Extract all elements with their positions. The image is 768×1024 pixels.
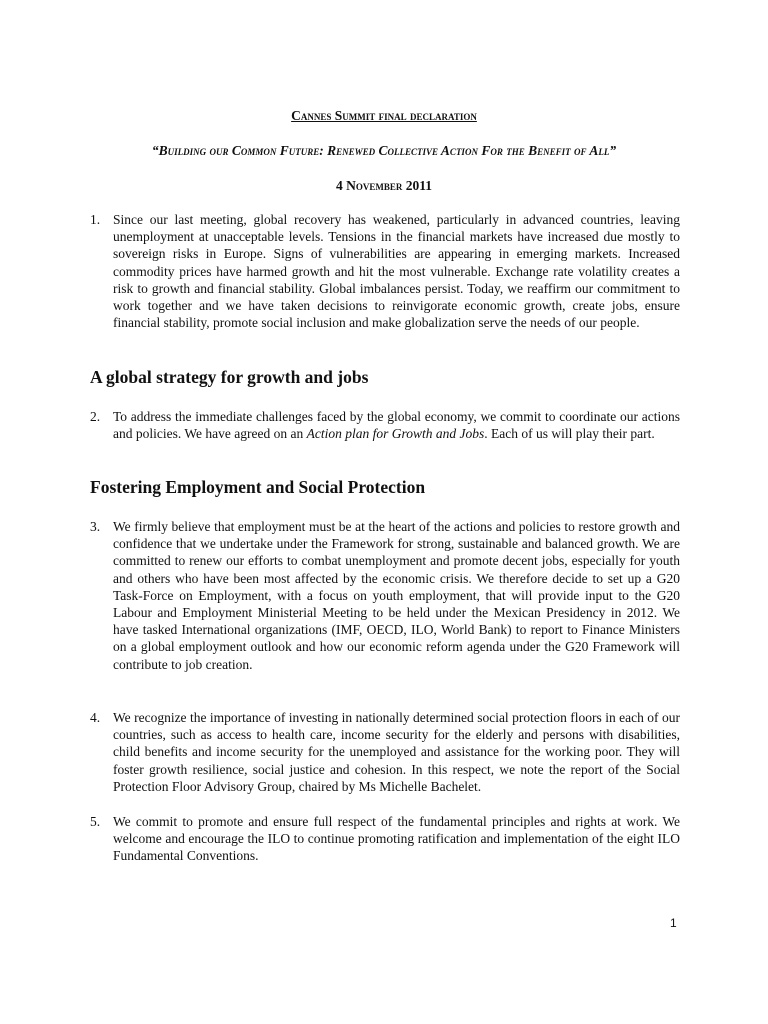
document-subtitle: “Building our Common Future: Renewed Collective Action For the Benefit of All” <box>151 143 617 158</box>
paragraph-number: 5. <box>90 814 101 829</box>
paragraph-text-part: To address the immediate challenges faced by the global economy, we commit to coordinate our actions and policies. We have agreed on an <box>113 409 680 442</box>
paragraph-number: 1. <box>90 212 101 227</box>
page-number: 1 <box>670 916 677 930</box>
section-heading-growth-jobs: A global strategy for growth and jobs <box>90 367 369 387</box>
document-date: 4 November 2011 <box>335 178 432 193</box>
paragraph-5 <box>90 813 680 865</box>
paragraph-4 <box>90 709 680 795</box>
section-heading-employment: Fostering Employment and Social Protection <box>90 477 426 497</box>
paragraph-text <box>113 408 680 442</box>
paragraph-number: 4. <box>90 710 101 725</box>
paragraph-text: We recognize the importance of investing in nationally determined social protection floors in each of our countries, such as access to health care, income security for the elderly and persons with disabilities, child benefits and income security for the unemployed and assistance for the working poor. They will foster growth resilience, social justice and cohesion. In this respect, we note the report of the Social Protection Floor Advisory Group, chaired by Ms Michelle Bachelet. <box>113 710 680 794</box>
paragraph-text: We commit to promote and ensure full respect of the fundamental principles and rights at work. We welcome and encourage the ILO to continue promoting ratification and implementation of the eight ILO Fundamental Conventions. <box>113 814 680 864</box>
action-plan-italic: Action plan for Growth and Jobs <box>306 426 485 442</box>
paragraph-text: Since our last meeting, global recovery has weakened, particularly in advanced countries, leaving unemployment at unacceptable levels. Tensions in the financial markets have increased due mostly to sovereign risks in Europe. Signs of vulnerabilities are appearing in emerging markets. Increased commodity prices have harmed growth and hit the most vulnerable. Exchange rate volatility creates a risk to growth and financial stability. Global imbalances persist. Today, we reaffirm our commitment to work together and we have taken decisions to reinvigorate economic growth, create jobs, ensure financial stability, promote social inclusion and make globalization serve the needs of our people. <box>113 212 680 331</box>
paragraph-text: We firmly believe that employment must be at the heart of the actions and policies to restore growth and confidence that we undertake under the Framework for strong, sustainable and balanced growth. We are committed to renew our efforts to combat unemployment and promote decent jobs, especially for youth and others who have been most affected by the economic crisis. We therefore decide to set up a G20 Task-Force on Employment, with a focus on youth employment, that will provide input to the G20 Labour and Employment Ministerial Meeting to be held under the Mexican Presidency in 2012. We have tasked International organizations (IMF, OECD, ILO, World Bank) to report to Finance Ministers on a global employment outlook and how our economic reform agenda under the G20 Framework will contribute to job creation. <box>113 519 680 672</box>
paragraph-text-part: . Each of us will play their part. <box>484 426 655 442</box>
paragraph-2 <box>90 408 680 442</box>
paragraph-number: 3. <box>90 519 101 534</box>
document-title: Cannes Summit final declaration <box>291 108 477 123</box>
paragraph-number: 2. <box>90 409 101 424</box>
paragraph-3 <box>90 518 680 673</box>
paragraph-1 <box>90 211 680 331</box>
